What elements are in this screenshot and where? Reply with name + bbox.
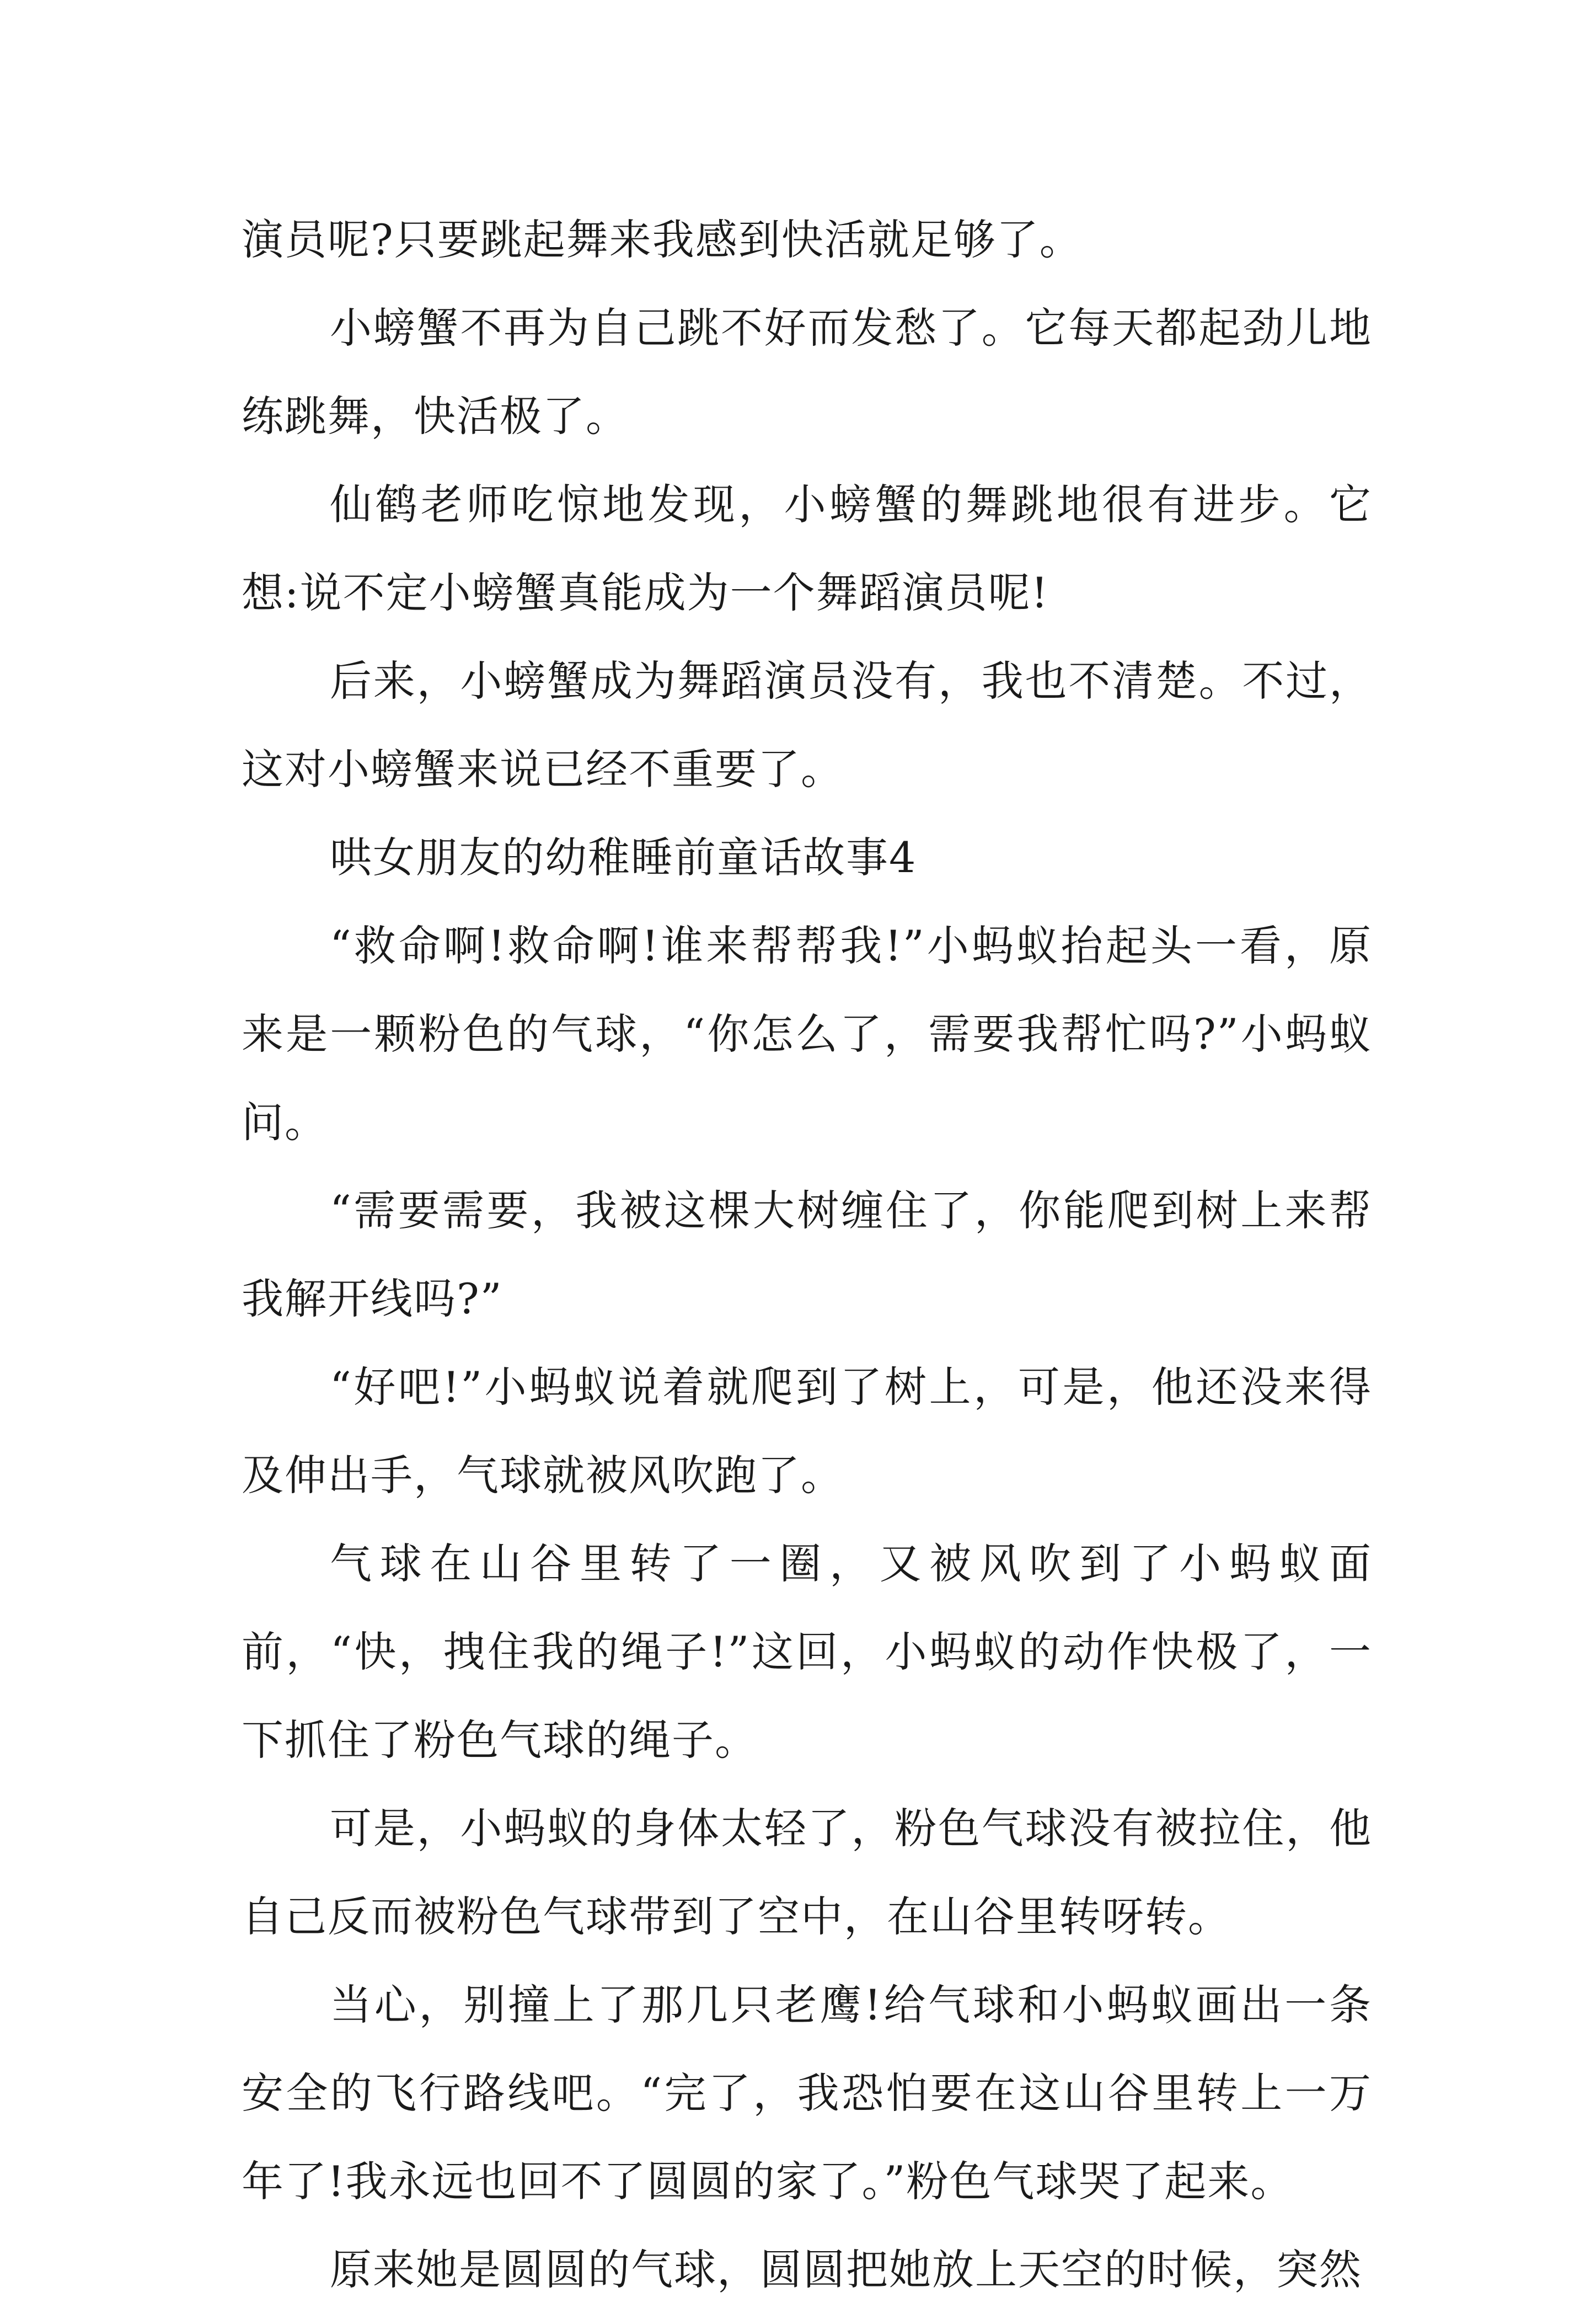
paragraph: 仙鹤老师吃惊地发现，小螃蟹的舞跳地很有进步。它想:说不定小螃蟹真能成为一个舞蹈演员呢! — [242, 480, 1372, 617]
paragraph: “好吧!”小蚂蚁说着就爬到了树上，可是，他还没来得及伸出手，气球就被风吹跑了。 — [242, 1362, 1372, 1500]
section-heading: 哄女朋友的幼稚睡前童话故事4 — [330, 833, 917, 882]
paragraph: 小螃蟹不再为自己跳不好而发愁了。它每天都起劲儿地练跳舞，快活极了。 — [242, 303, 1372, 441]
paragraph: 演员呢?只要跳起舞来我感到快活就足够了。 — [242, 215, 1083, 264]
paragraph: “救命啊!救命啊!谁来帮帮我!”小蚂蚁抬起头一看，原来是一颗粉色的气球，“你怎么了，需要我帮忙吗?”小蚂蚁问。 — [242, 921, 1372, 1147]
paragraph: 当心，别撞上了那几只老鹰!给气球和小蚂蚁画出一条安全的飞行路线吧。“完了，我恐怕要在这山谷里转上一万年了!我永远也回不了圆圆的家了。”粉色气球哭了起来。 — [242, 1980, 1372, 2206]
paragraph: 气球在山谷里转了一圈，又被风吹到了小蚂蚁面前，“快，拽住我的绳子!”这回，小蚂蚁的动作快极了，一下抓住了粉色气球的绳子。 — [242, 1539, 1372, 1765]
paragraph: 原来她是圆圆的气球，圆圆把她放上天空的时候，突然 — [330, 2245, 1362, 2294]
paragraph: “需要需要，我被这棵大树缠住了，你能爬到树上来帮我解开线吗?” — [242, 1186, 1372, 1323]
paragraph: 后来，小螃蟹成为舞蹈演员没有，我也不清楚。不过，这对小螃蟹来说已经不重要了。 — [242, 656, 1372, 794]
paragraph: 可是，小蚂蚁的身体太轻了，粉色气球没有被拉住，他自己反而被粉色气球带到了空中，在山谷里转呀转。 — [242, 1804, 1372, 1941]
document-body — [242, 196, 1372, 2314]
